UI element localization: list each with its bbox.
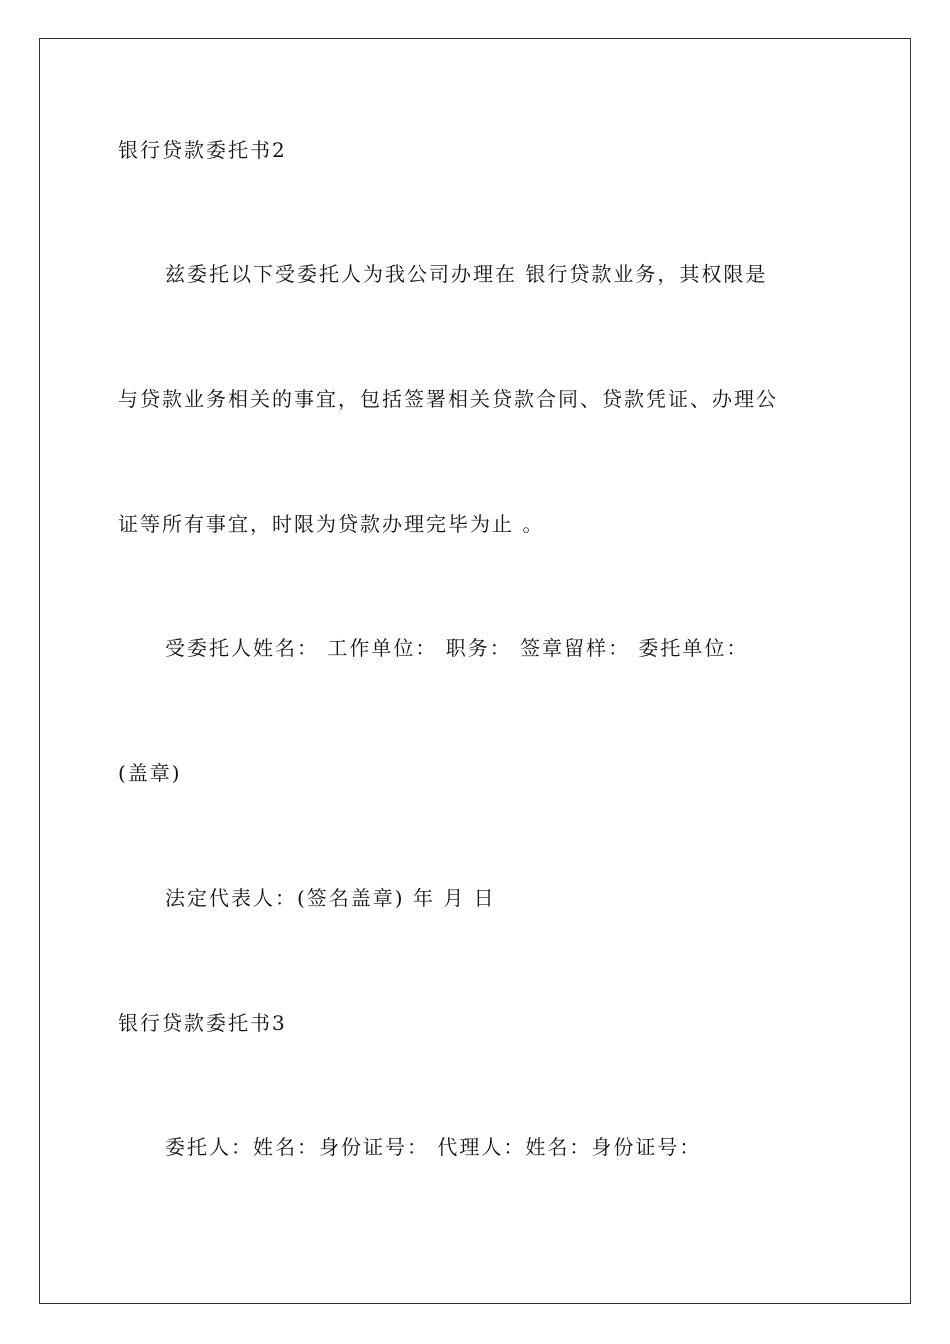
section2-paragraph-line-1: 兹委托以下受委托人为我公司办理在 银行贷款业务，其权限是 bbox=[165, 262, 768, 286]
section2-paragraph-line-3: 证等所有事宜，时限为贷款办理完毕为止 。 bbox=[118, 512, 545, 536]
section2-legal-rep-line: 法定代表人：(签名盖章) 年 月 日 bbox=[165, 886, 496, 910]
section3-parties-line: 委托人：姓名：身份证号： 代理人：姓名：身份证号： bbox=[165, 1135, 702, 1159]
section2-seal-line: (盖章) bbox=[118, 761, 182, 785]
section2-fields-line: 受委托人姓名： 工作单位： 职务： 签章留样： 委托单位： bbox=[165, 636, 749, 660]
section2-title: 银行贷款委托书2 bbox=[118, 138, 287, 162]
section2-paragraph-line-2: 与贷款业务相关的事宜，包括签署相关贷款合同、贷款凭证、办理公 bbox=[118, 387, 778, 411]
page-border bbox=[39, 38, 911, 1304]
section3-title: 银行贷款委托书3 bbox=[118, 1011, 287, 1035]
